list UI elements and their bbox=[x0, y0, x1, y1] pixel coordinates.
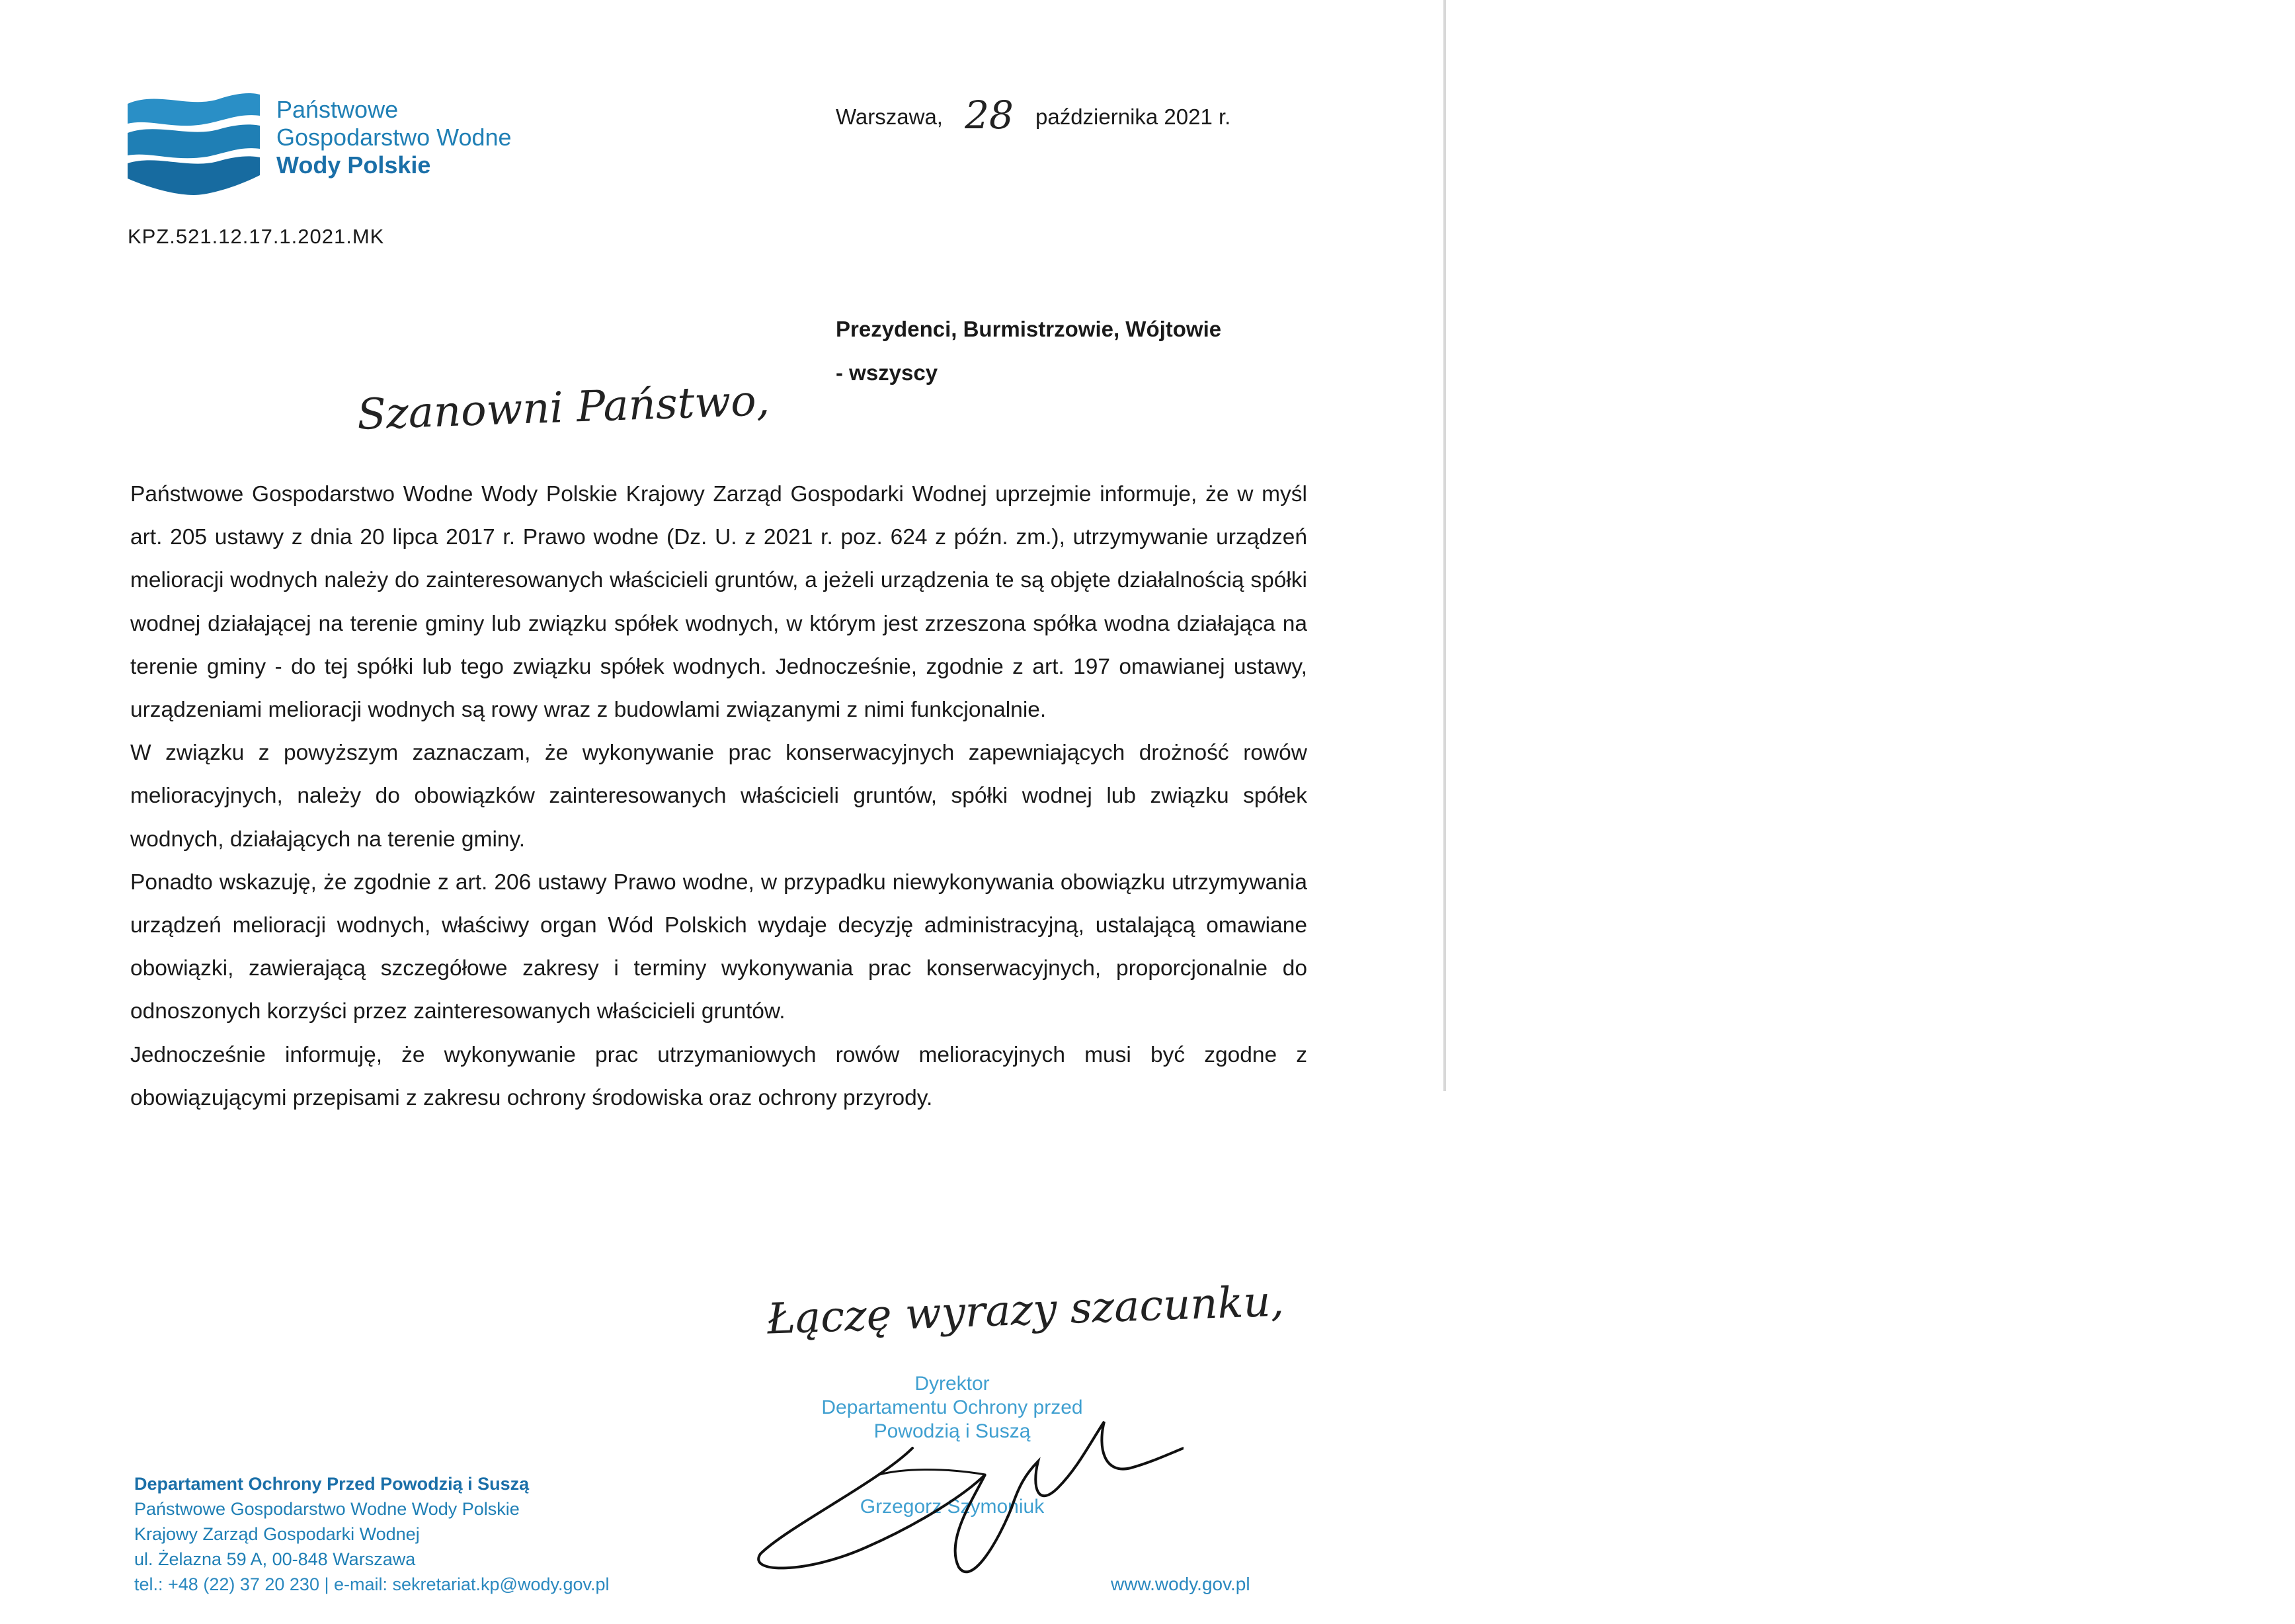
footer-contact: tel.: +48 (22) 37 20 230 | e-mail: sekretariat.kp@wody.gov.pl bbox=[134, 1574, 610, 1594]
footer-address: ul. Żelazna 59 A, 00-848 Warszawa bbox=[134, 1549, 416, 1569]
logo-line-3: Wody Polskie bbox=[276, 151, 431, 179]
stamp-name: Grzegorz Szymoniuk bbox=[860, 1496, 1045, 1518]
body-paragraph-4: Jednocześnie informuję, że wykonywanie prac utrzymaniowych rowów melioracyjnych musi być zgodne z obowiązującymi przepisami z zakresu ochrony środowiska oraz ochrony przyrody. bbox=[130, 1042, 1307, 1110]
handwritten-closing: Łączę wyrazy szacunku, bbox=[766, 1277, 1285, 1344]
page-edge-divider bbox=[1443, 0, 1446, 1091]
logo-line-2: Gospodarstwo Wodne bbox=[276, 124, 512, 151]
recipient-line-1: Prezydenci, Burmistrzowie, Wójtowie bbox=[836, 317, 1222, 341]
footer-org-line-1: Państwowe Gospodarstwo Wodne Wody Polskie bbox=[134, 1499, 520, 1519]
footer-org-line-2: Krajowy Zarząd Gospodarki Wodnej bbox=[134, 1524, 420, 1544]
footer-website: www.wody.gov.pl bbox=[1111, 1574, 1250, 1594]
date-city: Warszawa, bbox=[836, 104, 943, 129]
stamp-line-2: Departamentu Ochrony przed bbox=[821, 1397, 1083, 1418]
wody-polskie-logo bbox=[128, 89, 597, 195]
footer bbox=[134, 1471, 610, 1597]
recipient-block bbox=[836, 307, 1221, 395]
date-day-handwritten: 28 bbox=[965, 93, 1014, 138]
body-paragraph-2: W związku z powyższym zaznaczam, że wykonywanie prac konserwacyjnych zapewniających drożność rowów melioracyjnych, należy do obowiązków zainteresowanych właścicieli gruntów, spółki wodnej lub związku spółek wodnych, działających na terenie gminy. bbox=[130, 741, 1307, 852]
stamp-line-1: Dyrektor bbox=[914, 1373, 990, 1395]
date-line bbox=[836, 93, 1230, 138]
date-month-year: października 2021 r. bbox=[1035, 104, 1231, 129]
letter-body bbox=[130, 473, 1307, 1119]
body-paragraph-3: Ponadto wskazuję, że zgodnie z art. 206 ustawy Prawo wodne, w przypadku niewykonywania obowiązku utrzymywania urządzeń melioracji wodnych, właściwy organ Wód Polskich wydaje decyzję administracyjną, ustalającą omawiane obowiązki, zawierającą szczegółowe zakresy i terminy wykonywania prac konserwacyjnych, proporcjonalnie do odnoszonych korzyści przez zainteresowanych właścicieli gruntów. bbox=[130, 870, 1307, 1024]
footer-department: Departament Ochrony Przed Powodzią i Suszą bbox=[134, 1474, 530, 1494]
stamp-line-3: Powodzią i Suszą bbox=[873, 1420, 1031, 1442]
logo-line-1: Państwowe bbox=[276, 96, 399, 123]
handwritten-signature bbox=[747, 1375, 1184, 1594]
body-paragraph-1: Państwowe Gospodarstwo Wodne Wody Polskie Krajowy Zarząd Gospodarki Wodnej uprzejmie informuje, że w myśl art. 205 ustawy z dnia 20 lipca 2017 r. Prawo wodne (Dz. U. z 2021 r. poz. 624 z późn. zm.), utrzymywanie urządzeń melioracji wodnych należy do zainteresowanych właścicieli gruntów, a jeżeli urządzenia te są objęte działalnością spółki wodnej działającej na terenie gminy lub związku spółek wodnych, w którym jest zrzeszona spółka wodna działająca na terenie gminy - do tej spółki lub tego związku spółek wodnych. Jednocześnie, zgodnie z art. 197 omawianej ustawy, urządzeniami melioracji wodnych są rowy wraz z budowlami związanymi z nimi funkcjonalnie. bbox=[130, 482, 1307, 723]
handwritten-salutation: Szanowni Państwo, bbox=[356, 376, 771, 440]
recipient-line-2: - wszyscy bbox=[836, 360, 938, 385]
wave-logo-icon bbox=[128, 89, 260, 195]
reference-number: KPZ.521.12.17.1.2021.MK bbox=[128, 225, 385, 248]
